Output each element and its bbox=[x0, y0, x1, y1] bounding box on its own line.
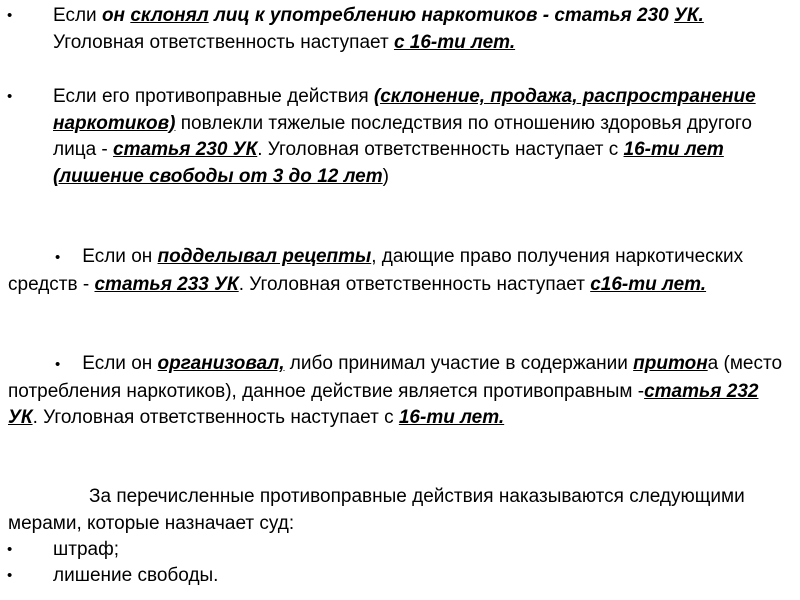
text-run-article: лиц к употреблению наркотиков - статья 230 bbox=[208, 5, 674, 26]
text-run-forgery: подделывал рецепты bbox=[157, 246, 372, 267]
text-run-article: статья 233 УК bbox=[94, 273, 239, 295]
paragraph-consequences bbox=[7, 84, 793, 190]
text-run-verb: склонял bbox=[130, 5, 209, 26]
text-run-actions: (склонение, продажа, распространение наркотиков) bbox=[53, 86, 756, 134]
text-run-age: с16-ти лет. bbox=[590, 273, 707, 295]
list-item-fine bbox=[7, 537, 793, 564]
text-run: Если он bbox=[82, 246, 158, 267]
text-run-organized: организовал, bbox=[157, 353, 285, 374]
text-run-subject: он bbox=[101, 5, 126, 26]
text-run: . Уголовная ответственность наступает с bbox=[257, 139, 624, 160]
bullet-icon: • bbox=[7, 567, 13, 584]
text-run-age: 16-ти лет. bbox=[398, 407, 505, 428]
text-run-age-penalty: 16-ти лет (лишение свободы от 3 до 12 лет bbox=[53, 139, 724, 187]
text-run-age: с 16-ти лет. bbox=[393, 31, 516, 53]
text-run-article: статья 232 УК bbox=[8, 380, 759, 428]
paragraph-recruiting bbox=[7, 3, 793, 56]
text-run-code: УК. bbox=[674, 5, 704, 26]
text-run: . Уголовная ответственность наступает с bbox=[32, 407, 399, 428]
text-run: ) bbox=[382, 165, 389, 187]
text-run: а (место потребления наркотиков), данное действие является противоправным - bbox=[8, 353, 783, 402]
text-run: Если он bbox=[82, 353, 158, 374]
list-item-text: штраф; bbox=[53, 539, 119, 560]
bullet-icon: • bbox=[55, 249, 61, 266]
paragraph-prescriptions bbox=[8, 244, 792, 298]
text-run: , дающие право получения наркотических средств - bbox=[8, 246, 744, 295]
text-run-den: притон bbox=[633, 353, 708, 374]
text-run: . Уголовная ответственность наступает bbox=[238, 273, 591, 295]
text-run: повлекли тяжелые последствия по отношению здоровья другого лица - bbox=[53, 112, 752, 160]
bullet-icon: • bbox=[7, 541, 13, 558]
list-item-text: лишение свободы. bbox=[53, 565, 219, 586]
paragraph-den bbox=[8, 351, 792, 432]
list-item-imprisonment bbox=[7, 563, 793, 590]
text-run-article: статья 230 УК bbox=[113, 139, 258, 160]
bullet-icon: • bbox=[55, 356, 61, 373]
bullet-icon: • bbox=[7, 88, 13, 105]
text-run: либо принимал участие в содержании bbox=[284, 353, 634, 374]
text-run: За перечисленные противоправные действия наказываются следующими мерами, которые назначает суд: bbox=[8, 486, 745, 534]
paragraph-penalties-intro bbox=[8, 484, 792, 537]
bullet-icon: • bbox=[7, 7, 13, 24]
text-run: Уголовная ответственность наступает bbox=[53, 31, 394, 53]
text-run: Если его противоправные действия bbox=[53, 86, 374, 107]
text-run: Если bbox=[53, 5, 102, 26]
